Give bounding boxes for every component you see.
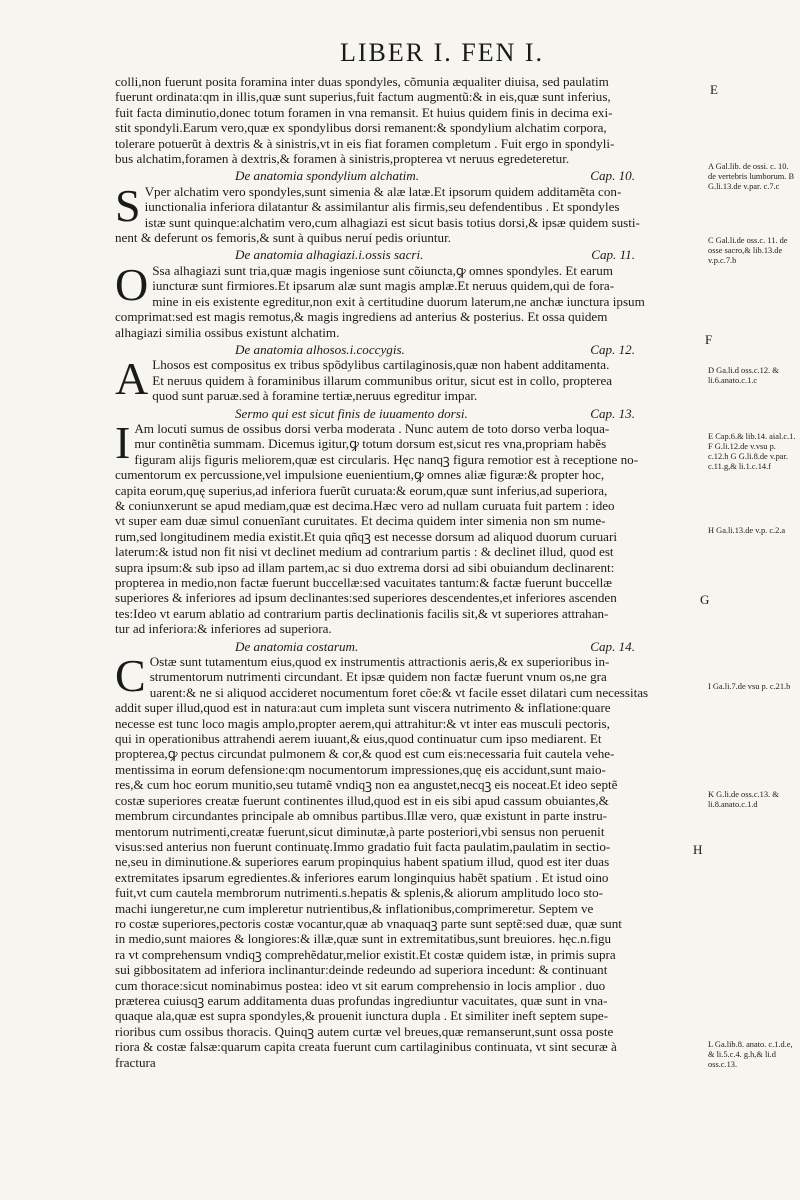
text-line: rioribus cum ossibus thoracis. Quinqꝫ autem curtæ vel breues,quæ remanserunt,sunt ossa poste <box>115 1023 614 1039</box>
text-line: cumentorum ex percussione,vel impulsione euenientium,ꝙ omnes aliæ figuræ:& propter hoc, <box>115 467 605 483</box>
text-line: iuncturæ sunt firmiores.Et ipsarum alæ sunt magis amplæ.Et neruus quidem,qui de fora- <box>152 278 615 294</box>
text-line: uarent:& ne si aliquod accideret nocumentum foret cõe:& vt facile esset dilatari cum necessitas <box>149 684 649 700</box>
margin-note: D Ga.li.d oss.c.12. & li.6.anato.c.1.c <box>708 366 779 385</box>
margin-letter: H <box>693 842 703 857</box>
chapter-paragraph <box>115 654 705 1070</box>
text-line: præterea cuiusqꝫ earum additamenta duas profundas ingrediuntur vacuitates, quæ sunt in vna- <box>115 992 608 1008</box>
text-line: colli,non fuerunt posita foramina inter duas spondyles, cõmunia æqualiter diuisa, sed paulatim <box>115 74 609 89</box>
text-line: qui in operationibus attrahendi aerem iuuant,& eius,quod continuatur cum ipso mediarent. Et <box>115 731 602 747</box>
margin-note: E Cap.6.& lib.14. aial.c.1. F G.li.12.de v.vsu p. c.12.h G G.li.8.de v.par. c.11.g,& li.1.c.14.f <box>708 432 796 471</box>
text-line: istæ sunt quinque:alchatim vero,cum alhagiazi est sicut basis totius dorsi,& ipsæ quidem susti- <box>144 214 640 230</box>
text-line: riora & costæ falsæ:quarum capita creata fuerunt cum cartilaginibus continuata, vt sint securæ à <box>115 1039 617 1055</box>
text-line: res,& cum hoc eorum munitio,seu tutamẽ vndiqꝫ non ea angustet,necqꝫ eis noceat.Et ideo septẽ <box>115 777 618 793</box>
drop-capital: S <box>115 183 141 231</box>
chapter-paragraph <box>115 184 705 246</box>
text-line: fractura <box>115 1054 156 1070</box>
drop-capital: C <box>115 654 146 702</box>
text-line: comprimat:sed est magis remotus,& magis ingrediens ad anterius & posterius. Et ossa quidem <box>115 309 608 325</box>
text-line: stit spondyli.Earum vero,quæ ex spondylibus dorsi remanent:& spondylium alchatim corpora, <box>115 120 607 136</box>
text-line: Ssa alhagiazi sunt tria,quæ magis ingeniose sunt cõiuncta,ꝙ omnes spondyles. Et earum <box>152 262 613 278</box>
chapter-title: Sermo qui est sicut finis de iuuamento dorsi. <box>235 405 468 421</box>
text-line: rum,sed longitudinem media existit.Et quia qñqꝫ est necesse dorsum ad aliquod duorum curuari <box>115 528 617 544</box>
text-line: & coniunxerunt se apud mediam,quæ est decima.Hæc vero ad nullam curuata fuit partem : ideo <box>115 497 615 513</box>
text-line: machi iungeretur,ne cum impleretur nutrientibus,& inflationibus,comprimeretur. Septem ve <box>115 900 594 916</box>
main-text <box>115 74 705 1070</box>
chapter-paragraph <box>115 421 705 637</box>
chapter-title: De anatomia costarum. <box>235 638 359 654</box>
text-line: ne,seu in diminutione.& superiores earum propinquius habent spatium illud, quod est iter duas <box>115 854 610 870</box>
text-line: supra ipsum:& sub ipso ad illam partem,ac si duo extrema dorsi ad sibi obuiandum declinarent: <box>115 559 615 575</box>
drop-capital: O <box>115 262 149 310</box>
text-line: alhagiazi similia ossibus existunt alchatim. <box>115 324 340 340</box>
chapter-paragraph <box>115 263 705 340</box>
text-line: mentissima in eorum defensione:qm nocumentorum impressiones,quę eis accidunt,sunt maio- <box>115 761 606 777</box>
text-line: superiores & inferiores ad ipsum declinantes:sed superiores descendentes,et inferiores ascenden <box>115 590 617 606</box>
chapter-heading <box>115 247 705 262</box>
text-line: Am locuti sumus de ossibus dorsi verba moderata . Nunc autem de toto dorso verba loqua- <box>134 420 610 436</box>
text-line: addit super illud,quod est in natura:aut cum impleta sunt viscera nutrimento & inflatione:quare <box>115 700 611 716</box>
chapter-title: De anatomia alhagiazi.i.ossis sacri. <box>235 247 424 263</box>
text-line: Lhosos est compositus ex tribus spõdylibus cartilaginosis,quæ non habent additamenta. <box>152 357 610 373</box>
chapter-heading <box>115 342 705 357</box>
text-line: laterum:& istud non fit nisi vt declinet medium ad contrarium partis : & declinet illud, quod est <box>115 544 614 560</box>
chapter-paragraph <box>115 357 705 403</box>
text-line: strumentorum nutrimenti circundant. Et ipsæ quidem non factæ fuerunt vnum os,ne gra <box>149 669 607 685</box>
text-line: mur continẽtia summam. Dicemus igitur,ꝙ totum dorsum est,sicut res vna,propriam habẽs <box>134 436 607 452</box>
text-line: Vper alchatim vero spondyles,sunt simenia & alæ latæ.Et ipsorum quidem additamẽta con- <box>144 183 622 199</box>
text-line: capita eorum,quę superius,ad inferiora fuerũt curuata:& eorum,quæ sunt inferius,ad superiora, <box>115 482 608 498</box>
text-line: vt super eam duæ simul conuenĩant curuitates. Et decima quidem inter simenia non sm nume- <box>115 513 606 529</box>
text-line: sui gibbositatem ad inferiora inclinantur:deinde redeundo ad superiora incedunt: & continuant <box>115 962 608 978</box>
text-line: visus:sed anterius non fuerunt continuatę.Immo gradatio fuit facta paulatim,paulatim in sectio- <box>115 838 611 854</box>
margin-note: L Ga.lib.8. anato. c.1.d.e, & li.5.c.4. g.h,& li.d oss.c.13. <box>708 1040 793 1069</box>
text-line: quod sunt paruæ.sed à foramine tertiæ,neruus egreditur impar. <box>152 388 478 404</box>
text-line: fuerunt ordinata:qm in illis,quæ sunt superius,fuit factum augmentũ:& in eis,quæ sunt inferius, <box>115 89 611 105</box>
chapter-number: Cap. 14. <box>590 638 635 654</box>
text-line: ro costæ superiores,pectoris costæ vocantur,quæ ab vnaquaqꝫ parte sunt septẽ:sed duæ, quæ sunt <box>115 915 622 931</box>
chapter-number: Cap. 11. <box>591 247 635 263</box>
chapter-title: De anatomia alhosos.i.coccygis. <box>235 341 405 357</box>
running-head: LIBER I. FEN I. <box>340 38 545 67</box>
chapter-heading <box>115 406 705 421</box>
margin-letter: G <box>700 592 710 607</box>
text-line: cum thorace:sicut nominabimus postea: ideo vt sit earum comprehensio in locis amplior . duo <box>115 977 606 993</box>
chapter-list <box>115 168 705 1070</box>
text-line: nent & deferunt os femoris,& sunt à quibus neruí pedis oriuntur. <box>115 230 452 246</box>
drop-capital: A <box>115 357 149 404</box>
text-line: necesse est tunc loco magis amplo,propter aerem,qui attrahitur:& vt inter eas musculi pectoris, <box>115 715 610 731</box>
text-line: propterea in medio,non factæ fuerunt buccellæ:sed vacuitates tantum:& factæ fuerunt buccellæ <box>115 575 613 590</box>
text-line: costæ superiores creatæ fuerunt continentes illud,quod est in eis sibi apud cassum obuiantes,& <box>115 792 609 808</box>
text-line: membrum circundantes principale ab omnibus partibus.Illæ vero, quæ existunt in parte instru- <box>115 808 608 824</box>
text-line: fuit,vt cum cautela membrorum nutrimenti.s.hepatis & splenis,& aliorum amplitudo loco sto- <box>115 885 604 901</box>
chapter-heading <box>115 168 705 183</box>
margin-note: H Ga.li.13.de v.p. c.2.a <box>708 526 786 535</box>
text-line: iunctionalia inferiora dilatantur & assimilantur alis firmis,seu defendentibus . Et spondyles <box>144 199 620 215</box>
text-line: Et neruus quidem à foraminibus illarum communibus oritur, sicut est in collo, propterea <box>152 372 613 388</box>
margin-note: K G.li.de oss.c.13. & li.8.anato.c.1.d <box>708 790 779 809</box>
text-line: mine in eis existente egreditur,non exit à certitudine duorum laterum,ne anchæ iunctura ipsum <box>152 293 645 309</box>
text-line: mentorum nutrimenti,creatæ fuerunt,sicut diminutæ,à parte posteriori,vbi sensus non peruenit <box>115 823 605 839</box>
chapter-heading <box>115 639 705 654</box>
intro-paragraph <box>115 74 705 166</box>
text-line: quaque ala,quæ est supra spondyles,& prouenit iunctura dupla . Et similiter ineft septem supe- <box>115 1008 609 1024</box>
text-line: tur ad inferiora:& inferiores ad superiora. <box>115 621 332 637</box>
text-line: figuram alijs figuris meliorem,quæ est circularis. Hęc nanqꝫ figura remotior est à receptione no- <box>134 451 639 467</box>
chapter-number: Cap. 12. <box>590 341 635 357</box>
margin-letter: F <box>705 332 713 347</box>
margin-note: A Gal.lib. de ossi. c. 10. de vertebris lumborum. B G.li.13.de v.par. c.7.c <box>708 162 795 191</box>
text-line: tolerare potuerũt à dextris & à sinistris,vt in eis fiat foramen completum . Fuit ergo in spondyli- <box>115 135 615 151</box>
margin-note: C Gal.li.de oss.c. 11. de osse sacro,& lib.13.de v.p.c.7.b <box>708 236 788 265</box>
chapter-number: Cap. 13. <box>590 405 635 421</box>
text-line: bus alchatim,foramen à dextris,& foramen à sinistris,propterea vt neruus egredeteretur. <box>115 151 570 167</box>
text-line: ra vt comprehensum vndiqꝫ comprehẽdatur,melior existit.Et costæ quidem istæ, in primis supra <box>115 946 616 962</box>
chapter-title: De anatomia spondylium alchatim. <box>235 168 420 184</box>
text-line: Ostæ sunt tutamentum eius,quod ex instrumentis attractionis aeris,& ex superioribus in- <box>149 654 610 670</box>
margin-letter: E <box>710 82 718 97</box>
drop-capital: I <box>115 420 131 468</box>
text-line: tes:Ideo vt earum ablatio ad contrarium partis declinationis facilis sit,& vt superiores attrahan- <box>115 605 609 621</box>
text-line: extremitates ipsarum egredientes.& inferiores earum longinquius habẽt spatium . Et istud oino <box>115 869 609 885</box>
margin-note: I Ga.li.7.de vsu p. c.21.b <box>708 682 791 691</box>
chapter-number: Cap. 10. <box>590 168 635 184</box>
text-line: in medio,sunt maiores & longiores:& illæ,quæ sunt in extremitatibus,sunt breuiores. hęc.n.figu <box>115 931 612 947</box>
text-line: fuit facta diminutio,donec totum foramen in vna remansit. Et huius quidem finis in decima exi- <box>115 104 613 120</box>
text-line: propterea,ꝙ pectus circundat pulmonem & cor,& quod est cum eis:necessaria fuit cautela vehe- <box>115 746 615 762</box>
